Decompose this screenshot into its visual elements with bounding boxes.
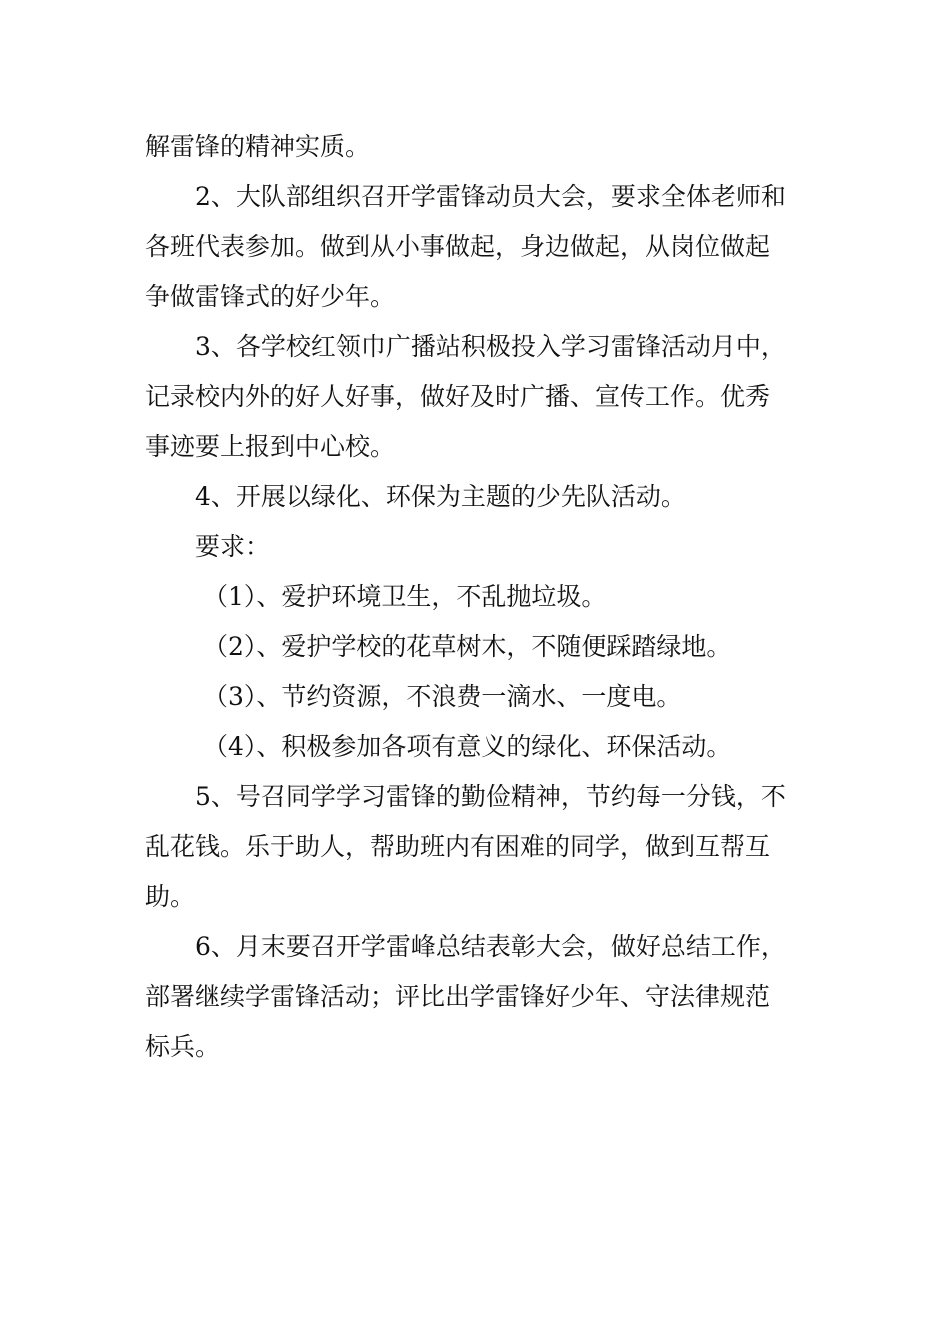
paragraph-line: 6、月末要召开学雷峰总结表彰大会，做好总结工作， bbox=[195, 932, 786, 961]
paragraph-line: 3、各学校红领巾广播站积极投入学习雷锋活动月中， bbox=[195, 332, 786, 361]
paragraph-line: 事迹要上报到中心校。 bbox=[145, 432, 396, 461]
list-item: （2）、爱护学校的花草树木，不随便踩踏绿地。 bbox=[203, 632, 732, 661]
paragraph-line: 解雷锋的精神实质。 bbox=[145, 132, 371, 161]
paragraph-line: 5、号召同学学习雷锋的勤俭精神，节约每一分钱，不 bbox=[195, 782, 786, 811]
document-body bbox=[145, 122, 815, 1072]
list-item: （4）、积极参加各项有意义的绿化、环保活动。 bbox=[203, 732, 732, 761]
paragraph-line: 标兵。 bbox=[145, 1032, 221, 1061]
paragraph-line: 乱花钱。乐于助人，帮助班内有困难的同学，做到互帮互 bbox=[145, 832, 771, 861]
paragraph-line: 记录校内外的好人好事，做好及时广播、宣传工作。优秀 bbox=[145, 382, 771, 411]
list-item: （1）、爱护环境卫生，不乱抛垃圾。 bbox=[203, 582, 607, 611]
paragraph-line: 各班代表参加。做到从小事做起，身边做起，从岗位做起 bbox=[145, 232, 771, 261]
paragraph-line: 部署继续学雷锋活动；评比出学雷锋好少年、守法律规范 bbox=[145, 982, 771, 1011]
paragraph-line: 助。 bbox=[145, 882, 196, 911]
paragraph-line: 4、开展以绿化、环保为主题的少先队活动。 bbox=[195, 482, 686, 511]
paragraph-line: 2、大队部组织召开学雷锋动员大会，要求全体老师和 bbox=[195, 182, 786, 211]
paragraph-line: 争做雷锋式的好少年。 bbox=[145, 282, 396, 311]
paragraph-line: 要求： bbox=[195, 532, 271, 561]
list-item: （3）、节约资源，不浪费一滴水、一度电。 bbox=[203, 682, 682, 711]
